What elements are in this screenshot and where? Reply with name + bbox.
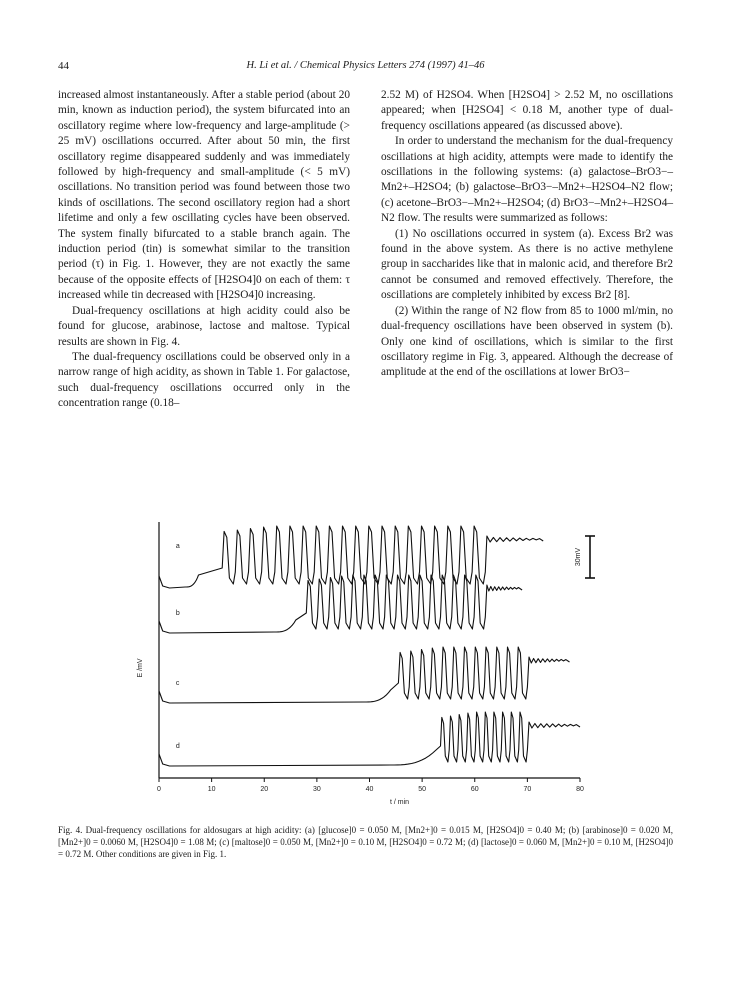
figure-4 <box>130 508 610 808</box>
left-paragraph-2: Dual-frequency oscillations at high acidity could also be found for glucose, arabinose, lactose and maltose. Typical results are shown in Fig. 4. <box>58 304 350 348</box>
x-axis-label: t / min <box>389 799 410 806</box>
trace-label-a: a <box>175 543 180 550</box>
left-paragraph-1: increased almost instantaneously. After a stable period (about 20 min, known as induction period), the system bifurcated into an oscillatory regime where low-frequency and large-amplitude (> 25 mV) oscillations occurred. After about 50 min, the first oscillatory regime disappeared suddenly and was immediately followed by high-frequency and small-amplitude (< 5 mV) oscillations. No transition period was found between those two kinds of oscillations. The second oscillatory region had a short lifetime and only a few oscillating cycles have been observed. The system finally bifurcated to a stable branch again. The induction period (tin) is somewhat similar to the transition period (τ) in Fig. 1. However, they are not exactly the same because of the opposite effects of [H2SO4]0 on each of them: τ increased while tin decreased with [H2SO4]0 increasing. <box>58 89 350 302</box>
trace-label-d: d <box>175 743 180 750</box>
x-tick-label: 20 <box>260 786 269 793</box>
scale-bar <box>575 536 595 578</box>
trace-c <box>159 647 570 703</box>
left-paragraph-3: The dual-frequency oscillations could be observed only in a narrow range of high acidity, as shown in Table 1. For galactose, such dual-frequency oscillations occurred only in the concentration range (0.18– <box>58 350 350 410</box>
right-paragraph-2: In order to understand the mechanism for the dual-frequency oscillations at high acidity, attempts were made to identify the oscillations in the following systems: (a) galactose–BrO3−–Mn2+–H2SO4; (b) galactose–BrO3−–Mn2+–H2SO4–N2 flow; (c) acetone–BrO3−–Mn2+–H2SO4; (d) BrO3−–Mn2+–H2SO4–N2 flow. The results were summarized as follows: <box>381 135 673 225</box>
running-head: H. Li et al. / Chemical Physics Letters 274 (1997) 41–46 <box>246 60 485 71</box>
right-paragraph-3: (1) No oscillations occurred in system (a). Excess Br2 was found in the above system. As there is no active methylene group in saccharides like that in malonic acid, and therefore Br2 cannot be consumed and removed effectively. Therefore, the oscillations are completely inhibited by excess Br2 [8]. <box>381 227 673 302</box>
x-tick-label: 0 <box>157 786 161 793</box>
x-tick-label: 70 <box>523 786 532 793</box>
right-paragraph-1: 2.52 M) of H2SO4. When [H2SO4] > 2.52 M, no oscillations appeared; when [H2SO4] < 0.18 M, another type of dual-frequency oscillations appeared (as discussed above). <box>381 89 673 132</box>
trace-a <box>159 526 543 588</box>
trace-label-b: b <box>175 610 180 617</box>
y-axis-label: E /mV <box>137 658 144 678</box>
trace-d <box>159 712 580 766</box>
trace-b <box>159 575 522 633</box>
x-tick-label: 50 <box>418 786 427 793</box>
right-paragraph-4: (2) Within the range of N2 flow from 85 to 1000 ml/min, no dual-frequency oscillations have been observed in system (b). Only one kind of oscillations, which is similar to the first oscillatory regime in Fig. 3, appeared. Although the decrease of amplitude at the end of the oscillations at lower BrO3− <box>381 304 673 379</box>
chart-traces <box>159 526 580 766</box>
right-column <box>381 88 673 381</box>
oscillation-chart <box>130 508 610 808</box>
scale-bar-label: 30mV <box>575 547 582 567</box>
page-number: 44 <box>58 60 69 72</box>
left-column <box>58 88 350 412</box>
x-tick-label: 10 <box>207 786 216 793</box>
trace-label-c: c <box>175 680 180 687</box>
x-tick-label: 80 <box>576 786 584 793</box>
figure-caption: Fig. 4. Dual-frequency oscillations for aldosugars at high acidity: (a) [glucose]0 = 0.050 M, [Mn2+]0 = 0.015 M, [H2SO4]0 = 0.40 M; (b) [arabinose]0 = 0.020 M, [Mn2+]0 = 0.0060 M, [H2SO4]0 = 1.08 M; (c) [maltose]0 = 0.050 M, [Mn2+]0 = 0.10 M, [H2SO4]0 = 0.72 M; (d) [lactose]0 = 0.060 M, [Mn2+]0 = 0.10 M, [H2SO4]0 = 0.72 M. Other conditions are given in Fig. 1. <box>58 825 673 859</box>
x-tick-label: 60 <box>470 786 479 793</box>
chart-ticks <box>157 778 584 793</box>
x-tick-label: 40 <box>365 786 374 793</box>
x-tick-label: 30 <box>312 786 321 793</box>
